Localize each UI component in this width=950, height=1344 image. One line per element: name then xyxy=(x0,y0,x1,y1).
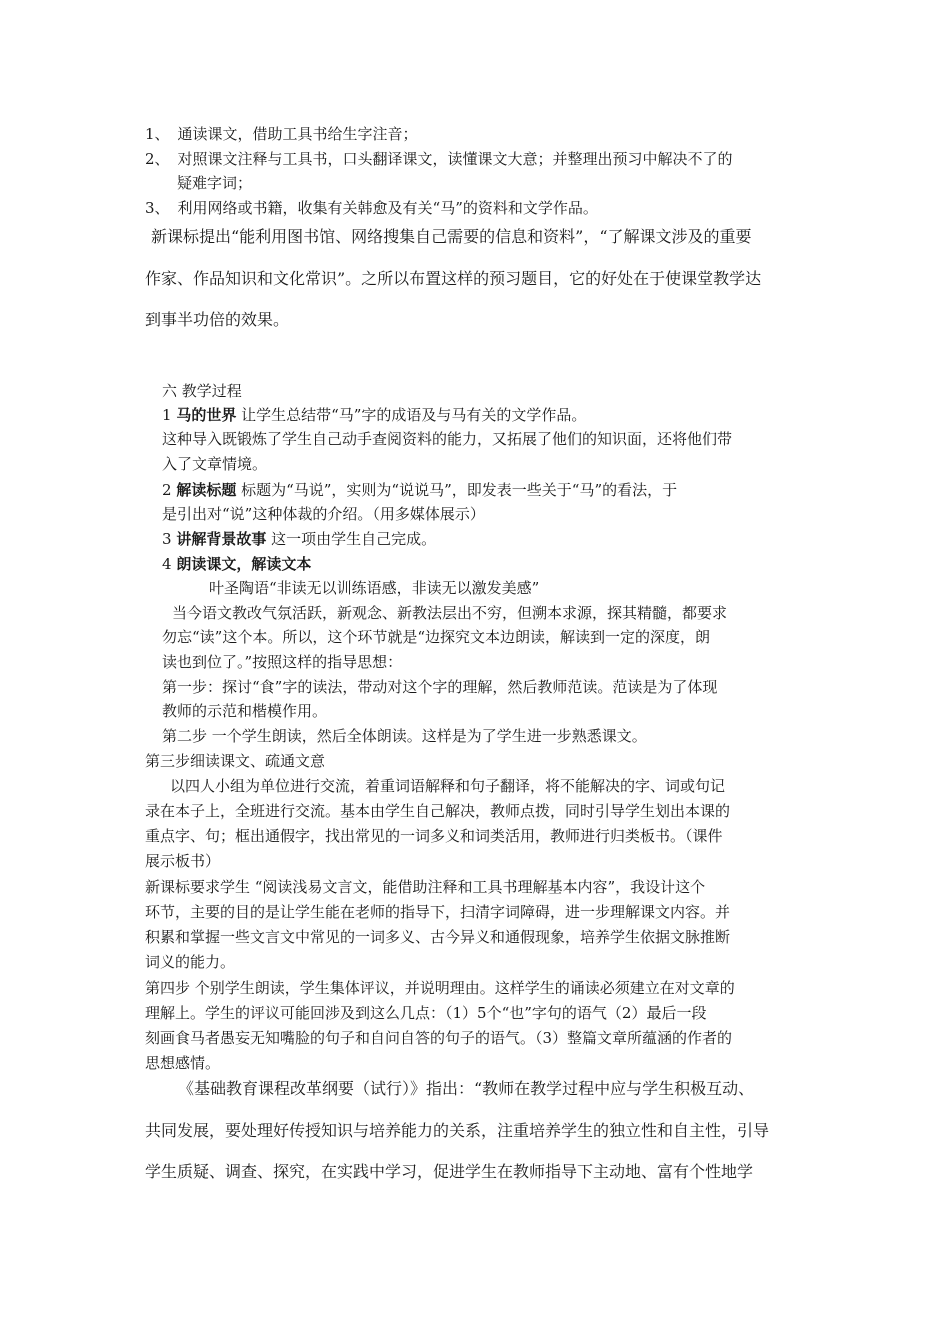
sub-step-3-title: 第三步细读课文、疏通文意 xyxy=(145,752,326,770)
curriculum-note-line-3: 到事半功倍的效果。 xyxy=(145,310,290,329)
standard-para-line-4: 词义的能力。 xyxy=(145,953,236,971)
sub-step-2: 第二步 一个学生朗读，然后全体朗读。这样是为了学生进一步熟悉课文。 xyxy=(162,727,647,745)
step-2-cont: 是引出对“说”这种体裁的介绍。（用多媒体展示） xyxy=(162,505,485,523)
quote: 叶圣陶语“非读无以训练语感，非读无以激发美感” xyxy=(209,579,540,597)
step-1-title: 马的世界 xyxy=(176,406,237,424)
sub-step-1-line-1: 第一步：探讨“食”字的读法，带动对这个字的理解，然后教师范读。范读是为了体现 xyxy=(162,678,718,696)
step-4: 4 朗读课文，解读文本 xyxy=(162,555,312,573)
preview-item-3: 3、 利用网络或书籍，收集有关韩愈及有关“马”的资料和文学作品。 xyxy=(145,199,598,217)
sub-step-3-line-2: 录在本子上，全班进行交流。基本由学生自己解决，教师点拨，同时引导学生划出本课的 xyxy=(145,802,731,820)
step-2: 2 解读标题 标题为“马说”，实则为“说说马”，即发表一些关于“马”的看法，于 xyxy=(162,481,678,499)
standard-para-line-2: 环节，主要的目的是让学生能在老师的指导下，扫清字词障碍，进一步理解课文内容。并 xyxy=(145,903,731,921)
step-1: 1 马的世界 让学生总结带“马”字的成语及与马有关的文学作品。 xyxy=(162,406,587,424)
outline-para-line-3: 学生质疑、调查、探究，在实践中学习，促进学生在教师指导下主动地、富有个性地学 xyxy=(145,1162,754,1181)
preview-item-1: 1、 通读课文，借助工具书给生字注音； xyxy=(145,125,418,143)
sub-step-4-line-3: 刻画食马者愚妄无知嘴脸的句子和自问自答的句子的语气。（3）整篇文章所蕴涵的作者的 xyxy=(145,1029,733,1047)
preview-item-2: 2、 对照课文注释与工具书，口头翻译课文，读懂课文大意；并整理出预习中解决不了的 xyxy=(145,150,733,168)
step-1-comment-line-1: 这种导入既锻炼了学生自己动手查阅资料的能力，又拓展了他们的知识面，还将他们带 xyxy=(162,430,733,448)
step-3: 3 讲解背景故事 这一项由学生自己完成。 xyxy=(162,530,437,548)
sub-step-3-line-4: 展示板书） xyxy=(145,852,221,870)
step-3-title: 讲解背景故事 xyxy=(176,530,267,548)
section-title: 六 教学过程 xyxy=(162,382,242,400)
step-1-comment-line-2: 入了文章情境。 xyxy=(162,455,268,473)
step-4-title: 朗读课文，解读文本 xyxy=(176,555,312,573)
outline-para-line-1: 《基础教育课程改革纲要（试行）》指出：“教师在教学过程中应与学生积极互动、 xyxy=(178,1079,755,1098)
standard-para-line-3: 积累和掌握一些文言文中常见的一词多义、古今异义和通假现象，培养学生依据文脉推断 xyxy=(145,928,731,946)
sub-step-1-line-2: 教师的示范和楷模作用。 xyxy=(162,702,328,720)
reading-para-line-2: 勿忘“读”这个本。所以，这个环节就是“边探究文本边朗读，解读到一定的深度，朗 xyxy=(162,628,711,646)
reading-para-line-3: 读也到位了。”按照这样的指导思想： xyxy=(162,653,403,671)
sub-step-3-line-3: 重点字、句；框出通假字，找出常见的一词多义和词类活用，教师进行归类板书。（课件 xyxy=(145,827,723,845)
curriculum-note-line-1: 新课标提出“能利用图书馆、网络搜集自己需要的信息和资料”，“了解课文涉及的重要 xyxy=(151,227,752,246)
outline-para-line-2: 共同发展，要处理好传授知识与培养能力的关系，注重培养学生的独立性和自主性，引导 xyxy=(145,1121,770,1140)
sub-step-4-line-1: 第四步 个别学生朗读，学生集体评议，并说明理由。这样学生的诵读必须建立在对文章的 xyxy=(145,979,735,997)
step-2-title: 解读标题 xyxy=(176,481,237,499)
curriculum-note-line-2: 作家、作品知识和文化常识”。之所以布置这样的预习题目，它的好处在于使课堂教学达 xyxy=(145,269,762,288)
reading-para-line-1: 当今语文教改气氛活跃，新观念、新教法层出不穷，但溯本求源，探其精髓，都要求 xyxy=(172,604,728,622)
preview-item-2-cont: 疑难字词； xyxy=(177,174,253,192)
sub-step-4-line-2: 理解上。学生的评议可能回涉及到这么几点：（1）5个“也”字句的语气（2）最后一段 xyxy=(145,1004,707,1022)
sub-step-4-line-4: 思想感情。 xyxy=(145,1054,221,1072)
standard-para-line-1: 新课标要求学生 “阅读浅易文言文，能借助注释和工具书理解基本内容”，我设计这个 xyxy=(145,878,706,896)
sub-step-3-line-1: 以四人小组为单位进行交流，着重词语解释和句子翻译，将不能解决的字、词或句记 xyxy=(170,777,726,795)
